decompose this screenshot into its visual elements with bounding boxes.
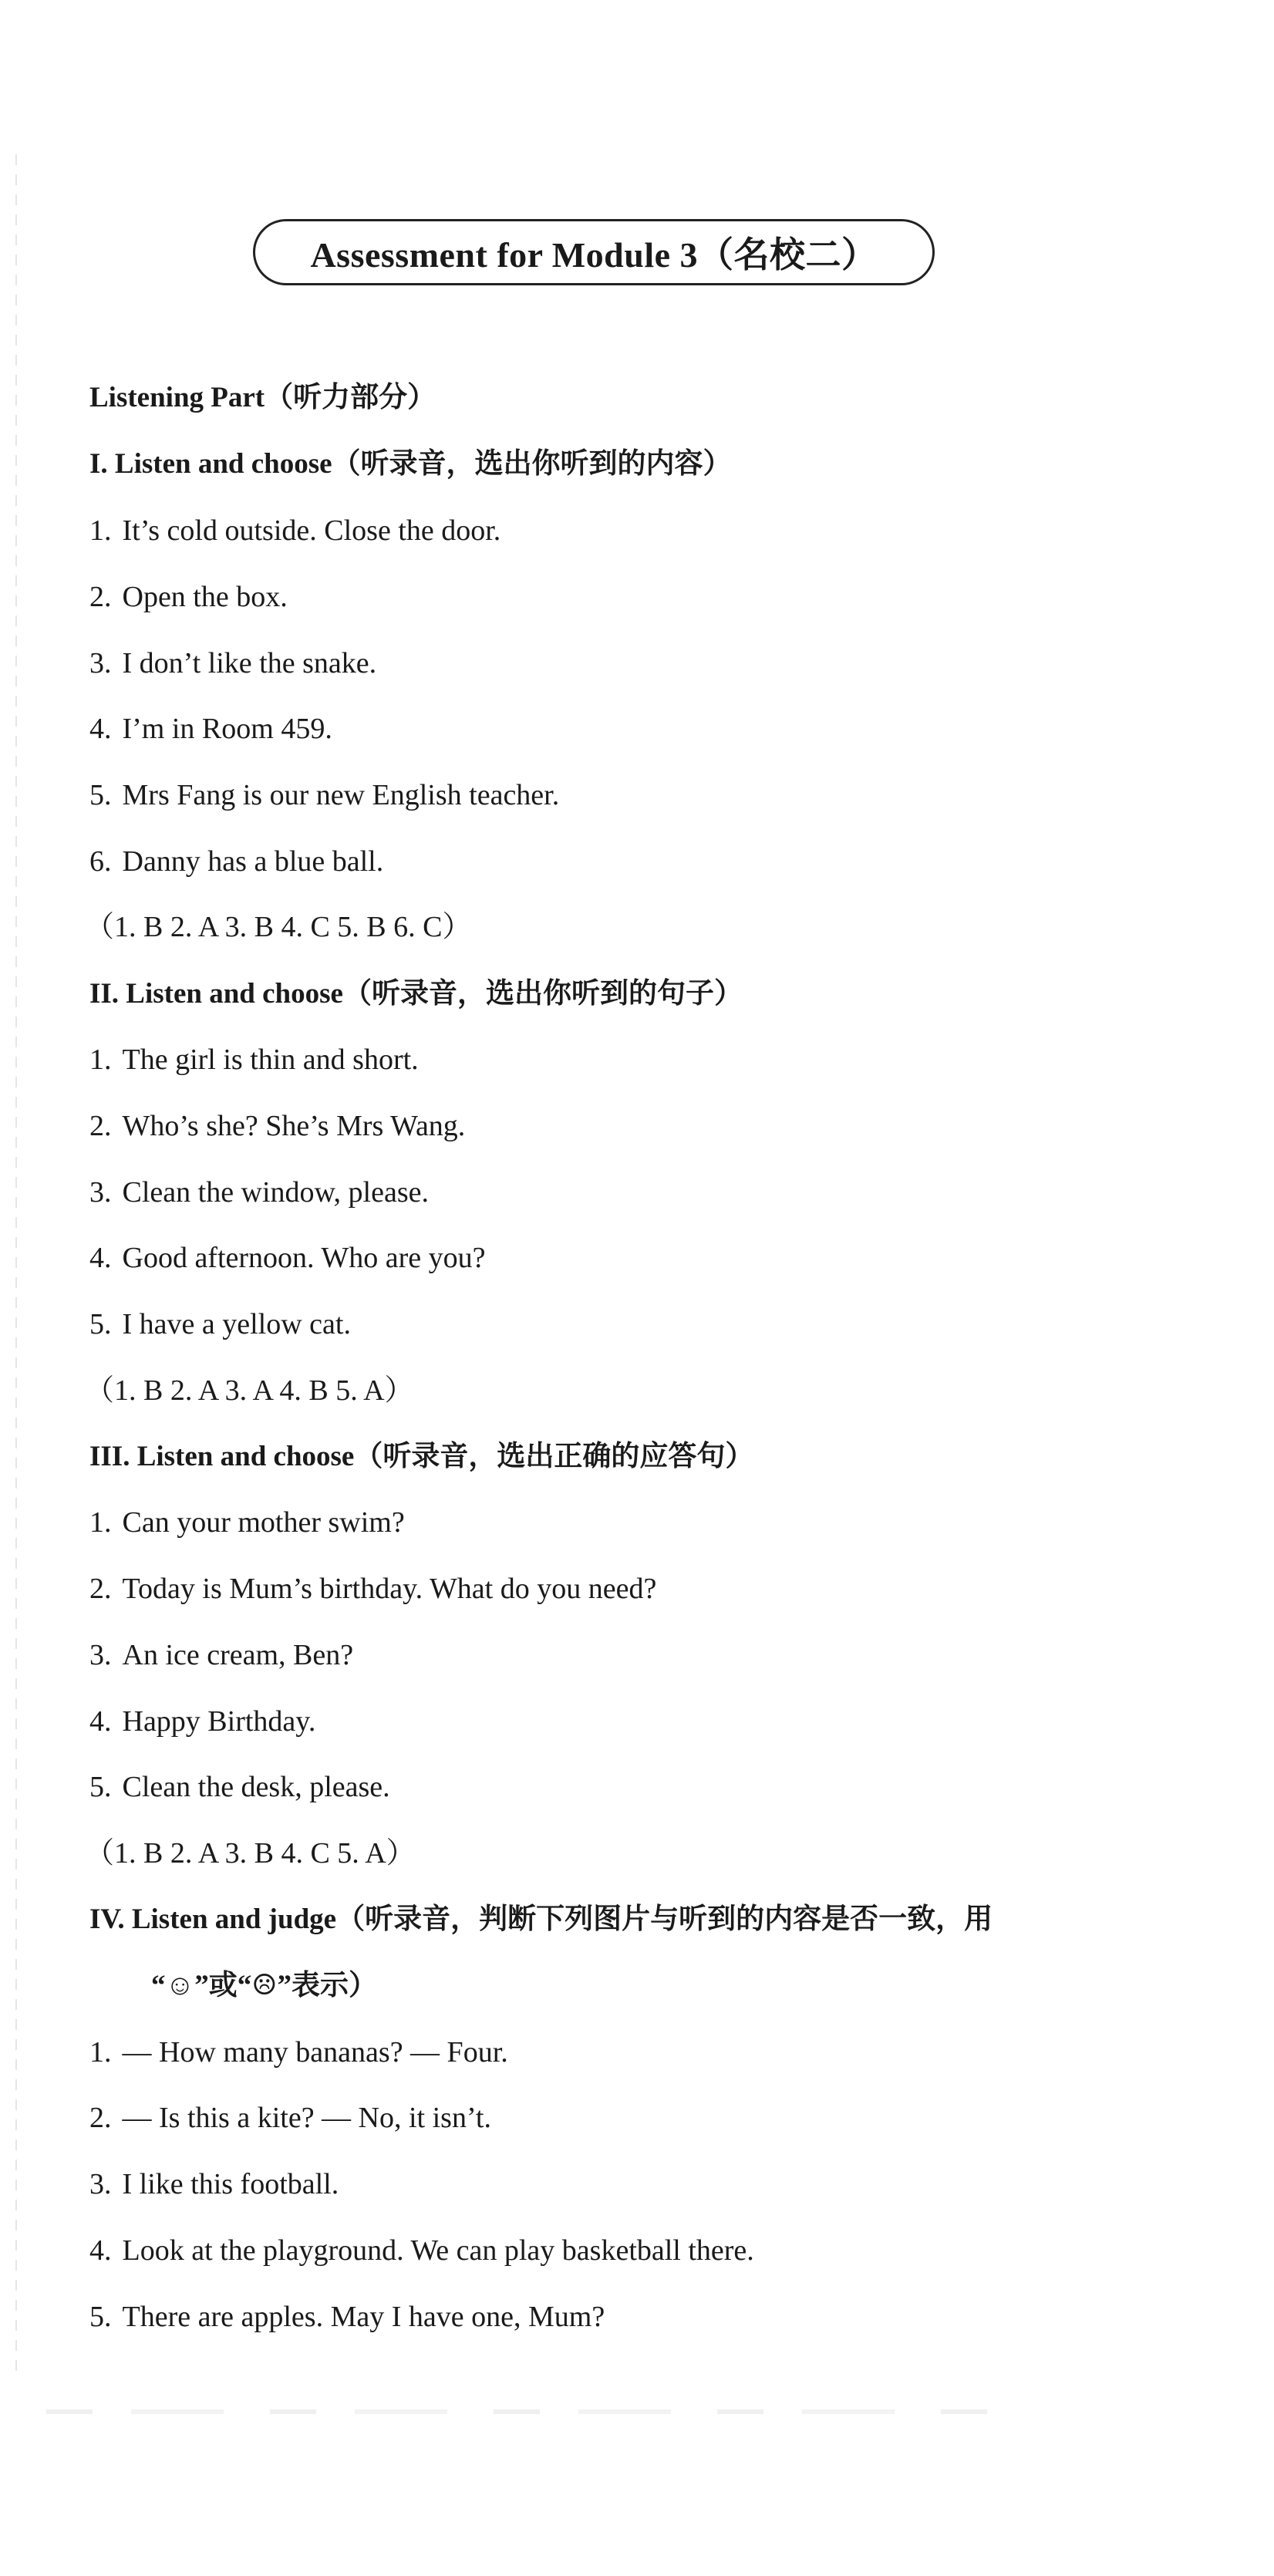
title-box bbox=[253, 219, 935, 285]
listening-part-heading: Listening Part（听力部分） bbox=[89, 382, 436, 413]
list-item: 3. I like this football. bbox=[89, 2168, 339, 2200]
list-item: 2. Who’s she? She’s Mrs Wang. bbox=[89, 1110, 466, 1142]
list-item: 5. I have a yellow cat. bbox=[89, 1308, 351, 1340]
list-item: 3. Clean the window, please. bbox=[89, 1176, 429, 1209]
section-4-heading: IV. Listen and judge（听录音，判断下列图片与听到的内容是否一致，用 bbox=[89, 1903, 993, 1935]
page-title: Assessment for Module 3（名校二） bbox=[310, 235, 878, 275]
section-1-heading: I. Listen and choose（听录音，选出你听到的内容） bbox=[89, 448, 732, 480]
list-item: 5. There are apples. May I have one, Mum? bbox=[89, 2301, 605, 2333]
section-1-answers: （1. B 2. A 3. B 4. C 5. B 6. C） bbox=[85, 911, 472, 943]
section-2-answers: （1. B 2. A 3. A 4. B 5. A） bbox=[85, 1374, 414, 1407]
list-item: 3. I don’t like the snake. bbox=[89, 647, 377, 679]
list-item: 6. Danny has a blue ball. bbox=[89, 845, 384, 878]
list-item: 1. The girl is thin and short. bbox=[89, 1044, 419, 1076]
list-item: 2. Today is Mum’s birthday. What do you need? bbox=[89, 1573, 657, 1605]
section-3-heading: III. Listen and choose（听录音，选出正确的应答句） bbox=[89, 1441, 754, 1472]
list-item: 4. I’m in Room 459. bbox=[89, 713, 332, 745]
section-2-heading: II. Listen and choose（听录音，选出你听到的句子） bbox=[89, 978, 743, 1010]
page-margin-line bbox=[15, 154, 17, 2375]
list-item: 1. It’s cold outside. Close the door. bbox=[89, 514, 501, 547]
scan-artifact bbox=[46, 2409, 1018, 2414]
list-item: 2. — Is this a kite? — No, it isn’t. bbox=[89, 2102, 491, 2134]
list-item: 5. Mrs Fang is our new English teacher. bbox=[89, 779, 560, 811]
section-4-heading-continued: “☺”或“☹”表示） bbox=[151, 1970, 377, 2001]
section-3-answers: （1. B 2. A 3. B 4. C 5. A） bbox=[85, 1837, 416, 1870]
list-item: 4. Good afternoon. Who are you? bbox=[89, 1242, 486, 1274]
list-item: 2. Open the box. bbox=[89, 581, 288, 613]
list-item: 1. — How many bananas? — Four. bbox=[89, 2036, 508, 2069]
list-item: 4. Look at the playground. We can play basketball there. bbox=[89, 2234, 754, 2267]
list-item: 3. An ice cream, Ben? bbox=[89, 1639, 354, 1671]
list-item: 4. Happy Birthday. bbox=[89, 1705, 316, 1738]
list-item: 1. Can your mother swim? bbox=[89, 1506, 405, 1539]
list-item: 5. Clean the desk, please. bbox=[89, 1771, 390, 1803]
